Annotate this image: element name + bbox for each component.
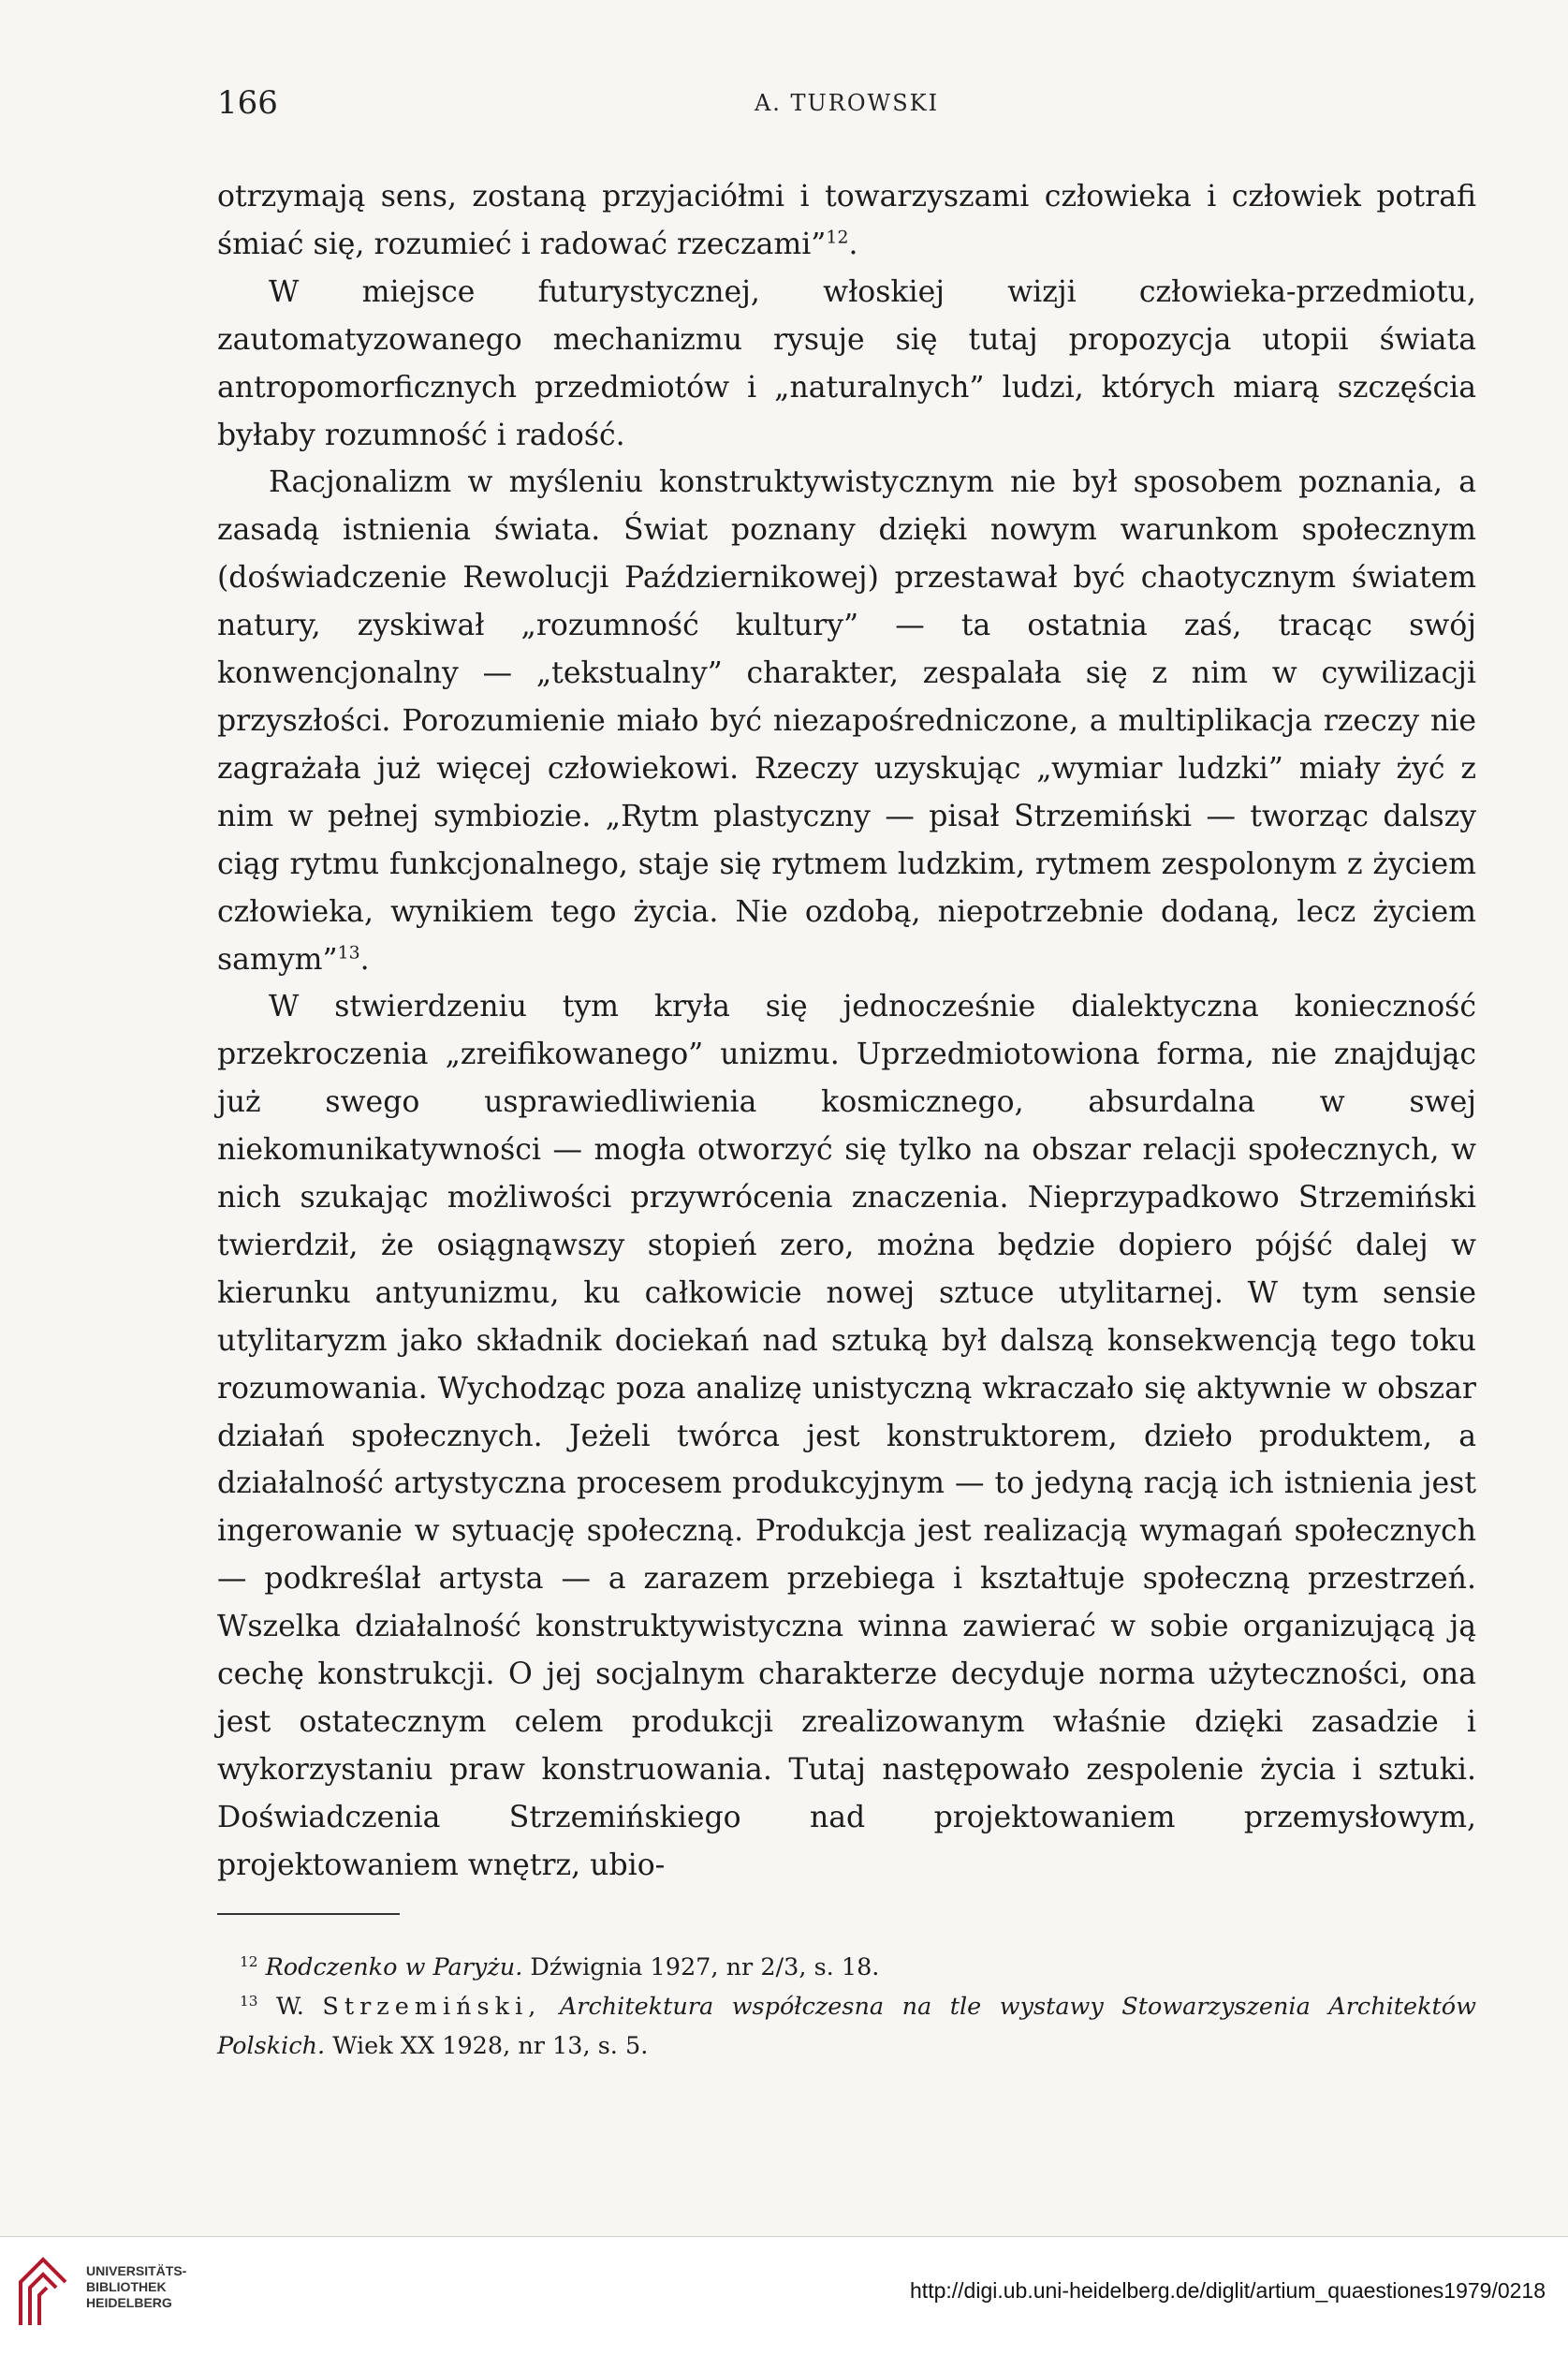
footnote-title: Rodczenko w Paryżu. — [265, 1953, 523, 1981]
library-name-line: BIBLIOTHEK — [86, 2279, 167, 2294]
body-text — [217, 173, 1476, 1890]
footnote-title: Architektura współczesna na tle wystawy Stowarzyszenia Architektów Polskich. — [217, 1993, 1476, 2060]
footnote-source: Wiek XX 1928, nr 13, s. 5. — [325, 2032, 649, 2060]
library-logo-icon[interactable] — [15, 2254, 71, 2329]
paragraph-1 — [217, 173, 1476, 269]
paragraph-3 — [217, 459, 1476, 983]
running-head: A. TUROWSKI — [754, 90, 940, 116]
library-name-line: HEIDELBERG — [86, 2295, 172, 2310]
footnote-number: 13 — [240, 1992, 258, 2010]
footnote-13 — [217, 1987, 1476, 2066]
footnote-ref-12[interactable]: 12 — [826, 227, 849, 248]
page-header — [217, 84, 1476, 131]
footnote-divider — [217, 1913, 400, 1915]
source-url-link[interactable]: http://digi.ub.uni-heidelberg.de/diglit/artium_quaestiones1979/0218 — [910, 2278, 1546, 2303]
footnotes — [217, 1948, 1476, 2066]
paragraph-1-end: . — [848, 227, 858, 261]
library-name — [86, 2263, 186, 2311]
footnote-author-initial: W. — [275, 1993, 323, 2021]
digitization-footer — [0, 2236, 1568, 2356]
footnote-12 — [217, 1948, 1476, 1987]
paragraph-3-text: Racjonalizm w myśleniu konstruktywistycznym nie był sposobem poznania, a zasadą istnienia świata. Świat poznany dzięki nowym warunkom społecznym (doświadczenie Rewolucji Październikowej) przestawał być chaotycznym światem natury, zyskiwał „rozumność kultury” — ta ostatnia zaś, tracąc swój konwencjonalny — „tekstualny” charakter, zespalała się z nim w cywilizacji przyszłości. Porozumienie miało być niezapośredniczone, a multiplikacja rzeczy nie zagrażała już więcej człowiekowi. Rzeczy uzyskując „wymiar ludzki” miały żyć z nim w pełnej symbiozie. „Rytm plastyczny — pisał Strzemiński — tworząc dalszy ciąg rytmu funkcjonalnego, staje się rytmem ludzkim, rytmem zespolonym z życiem człowieka, wynikiem tego życia. Nie ozdobą, niepotrzebnie dodaną, lecz życiem samym” — [217, 465, 1476, 977]
footnote-ref-13[interactable]: 13 — [337, 942, 360, 964]
footnote-source: Dźwignia 1927, nr 2/3, s. 18. — [522, 1953, 880, 1981]
paragraph-1-text: otrzymają sens, zostaną przyjaciółmi i towarzyszami człowieka i człowiek potrafi śmiać się, rozumieć i radować rzeczami” — [217, 180, 1476, 261]
paragraph-2: W miejsce futurystycznej, włoskiej wizji człowieka-przedmiotu, zautomatyzowanego mechanizmu rysuje się tutaj propozycja utopii świata antropomorficznych przedmiotów i „naturalnych” ludzi, których miarą szczęścia byłaby rozumność i radość. — [217, 274, 1476, 452]
footnote-author: Strzemiński, — [322, 1993, 542, 2021]
paragraph-4: W stwierdzeniu tym kryła się jednocześnie dialektyczna konieczność przekroczenia „zreifikowanego” unizmu. Uprzedmiotowiona forma, nie znajdując już swego usprawiedliwienia kosmicznego, absurdalna w swej niekomunikatywności — mogła otworzyć się tylko na obszar relacji społecznych, w nich szukając możliwości przywrócenia znaczenia. Nieprzypadkowo Strzemiński twierdził, że osiągnąwszy stopień zero, można będzie dopiero pójść dalej w kierunku antyunizmu, ku całkowicie nowej sztuce utylitarnej. W tym sensie utylitaryzm jako składnik dociekań nad sztuką był dalszą konsekwencją tego toku rozumowania. Wychodząc poza analizę unistyczną wkraczało się aktywnie w obszar działań społecznych. Jeżeli twórca jest konstruktorem, dzieło produktem, a działalność artystyczna procesem produkcyjnym — to jedyną racją ich istnienia jest ingerowanie w sytuację społeczną. Produkcja jest realizacją wymagań społecznych — podkreślał artysta — a zarazem przebiega i kształtuje społeczną przestrzeń. Wszelka działalność konstruktywistyczna winna zawierać w sobie organizującą ją cechę konstrukcji. O jej socjalnym charakterze decyduje norma użyteczności, ona jest ostatecznym celem produkcji zrealizowanym właśnie dzięki zasadzie i wykorzystaniu praw konstruowania. Tutaj następowało zespolenie życia i sztuki. Doświadczenia Strzemińskiego nad projektowaniem przemysłowym, projektowaniem wnętrz, ubio- — [217, 990, 1476, 1882]
paragraph-3-end: . — [359, 942, 370, 977]
footnote-number: 12 — [240, 1952, 258, 1970]
page-number: 166 — [217, 84, 278, 122]
library-name-line: UNIVERSITÄTS- — [86, 2263, 187, 2278]
